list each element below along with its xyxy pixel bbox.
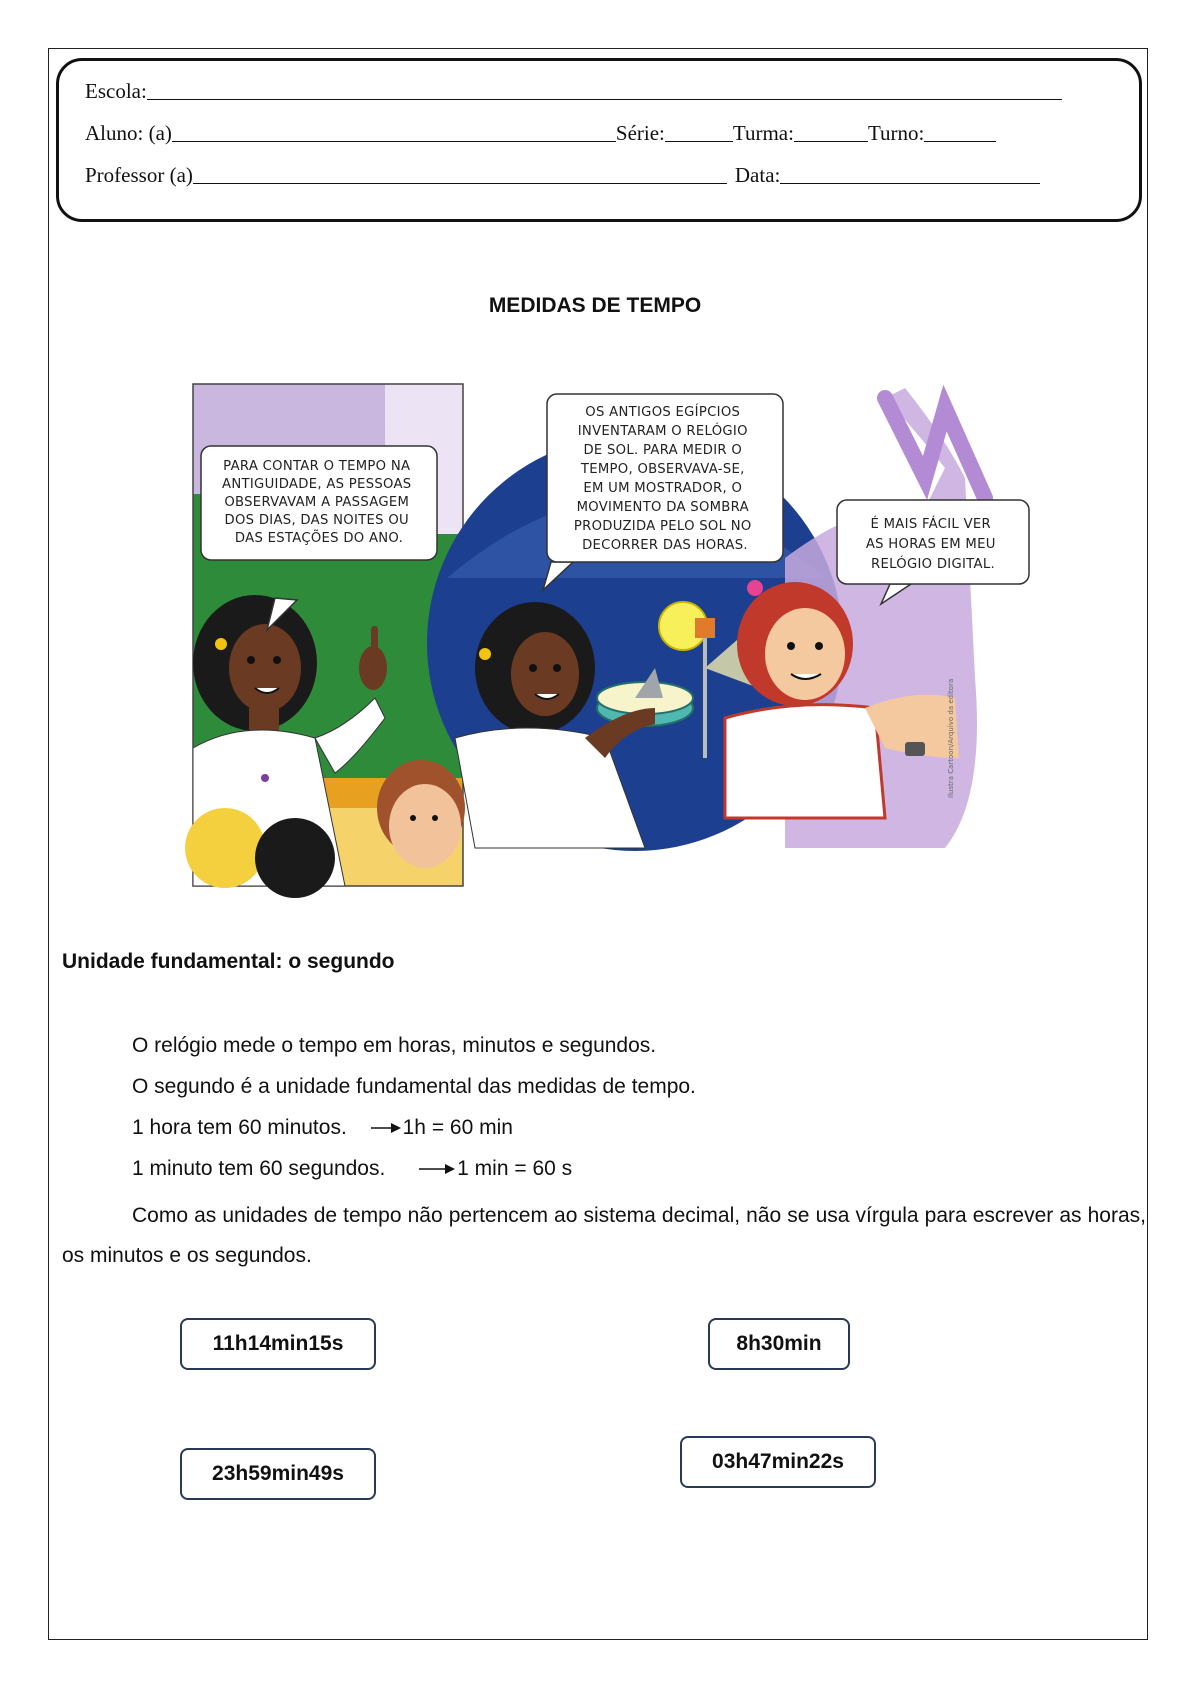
- paragraph-3: [132, 1116, 513, 1140]
- professor-line: [85, 163, 1040, 188]
- speech-bubble-2: [543, 394, 783, 590]
- escola-blank: [147, 98, 1062, 100]
- aluno-label: Aluno: (a): [85, 121, 172, 145]
- time-example-box: 8h30min: [708, 1318, 850, 1370]
- paragraph-2: O segundo é a unidade fundamental das medidas de tempo.: [132, 1075, 696, 1098]
- section-title: Unidade fundamental: o segundo: [62, 950, 395, 973]
- hour-equation: 1h = 60 min: [402, 1116, 513, 1139]
- arrow-icon: [419, 1157, 455, 1181]
- aluno-blank: [172, 140, 616, 142]
- time-example-box: 23h59min49s: [180, 1448, 376, 1500]
- arrow-icon: [371, 1116, 401, 1140]
- turno-label: Turno:: [867, 121, 925, 145]
- data-label: Data:: [734, 163, 781, 187]
- turma-label: Turma:: [732, 121, 794, 145]
- professor-label: Professor (a): [85, 163, 193, 187]
- serie-blank: [665, 140, 733, 142]
- time-example-box: 03h47min22s: [680, 1436, 876, 1488]
- aluno-line: [85, 121, 996, 146]
- escola-line: [85, 79, 1062, 104]
- comic-illustration: [185, 378, 1035, 898]
- bubble-3-text: É MAIS FÁCIL VER AS HORAS EM MEU RELÓGIO DIGITAL.: [865, 517, 996, 572]
- turma-blank: [794, 140, 868, 142]
- page-title: MEDIDAS DE TEMPO: [488, 294, 702, 317]
- time-example-box: 11h14min15s: [180, 1318, 376, 1370]
- bubble-2-text: OS ANTIGOS EGÍPCIOS INVENTARAM O RELÓGIO DE SOL. PARA MEDIR O TEMPO, OBSERVAVA-SE, EM UM MOSTRADOR, O MOVIMENTO DA SOMBRA PRODUZIDA PELO SOL NO DECORRER DAS HORAS.: [573, 405, 752, 553]
- turno-blank: [924, 140, 996, 142]
- professor-blank: [193, 182, 727, 184]
- bubble-1-text: PARA CONTAR O TEMPO NA ANTIGUIDADE, AS PESSOAS OBSERVAVAM A PASSAGEM DOS DIAS, DAS NOITES OU DAS ESTAÇÕES DO ANO.: [222, 459, 412, 546]
- paragraph-5: Como as unidades de tempo não pertencem ao sistema decimal, não se usa vírgula para escrever as horas, os minutos e os segundos.: [62, 1204, 1146, 1267]
- serie-label: Série:: [615, 121, 665, 145]
- student-header-box: [56, 58, 1142, 222]
- hour-definition: 1 hora tem 60 minutos.: [132, 1116, 347, 1139]
- minute-equation: 1 min = 60 s: [457, 1157, 573, 1180]
- data-blank: [780, 182, 1040, 184]
- minute-definition: 1 minuto tem 60 segundos.: [132, 1157, 386, 1180]
- paragraph-4: [132, 1157, 572, 1181]
- paragraph-1: O relógio mede o tempo em horas, minutos e segundos.: [132, 1034, 657, 1057]
- escola-label: Escola:: [85, 79, 147, 103]
- illustration-credit: Ilustra Cartoon/Arquivo da editora: [947, 678, 955, 798]
